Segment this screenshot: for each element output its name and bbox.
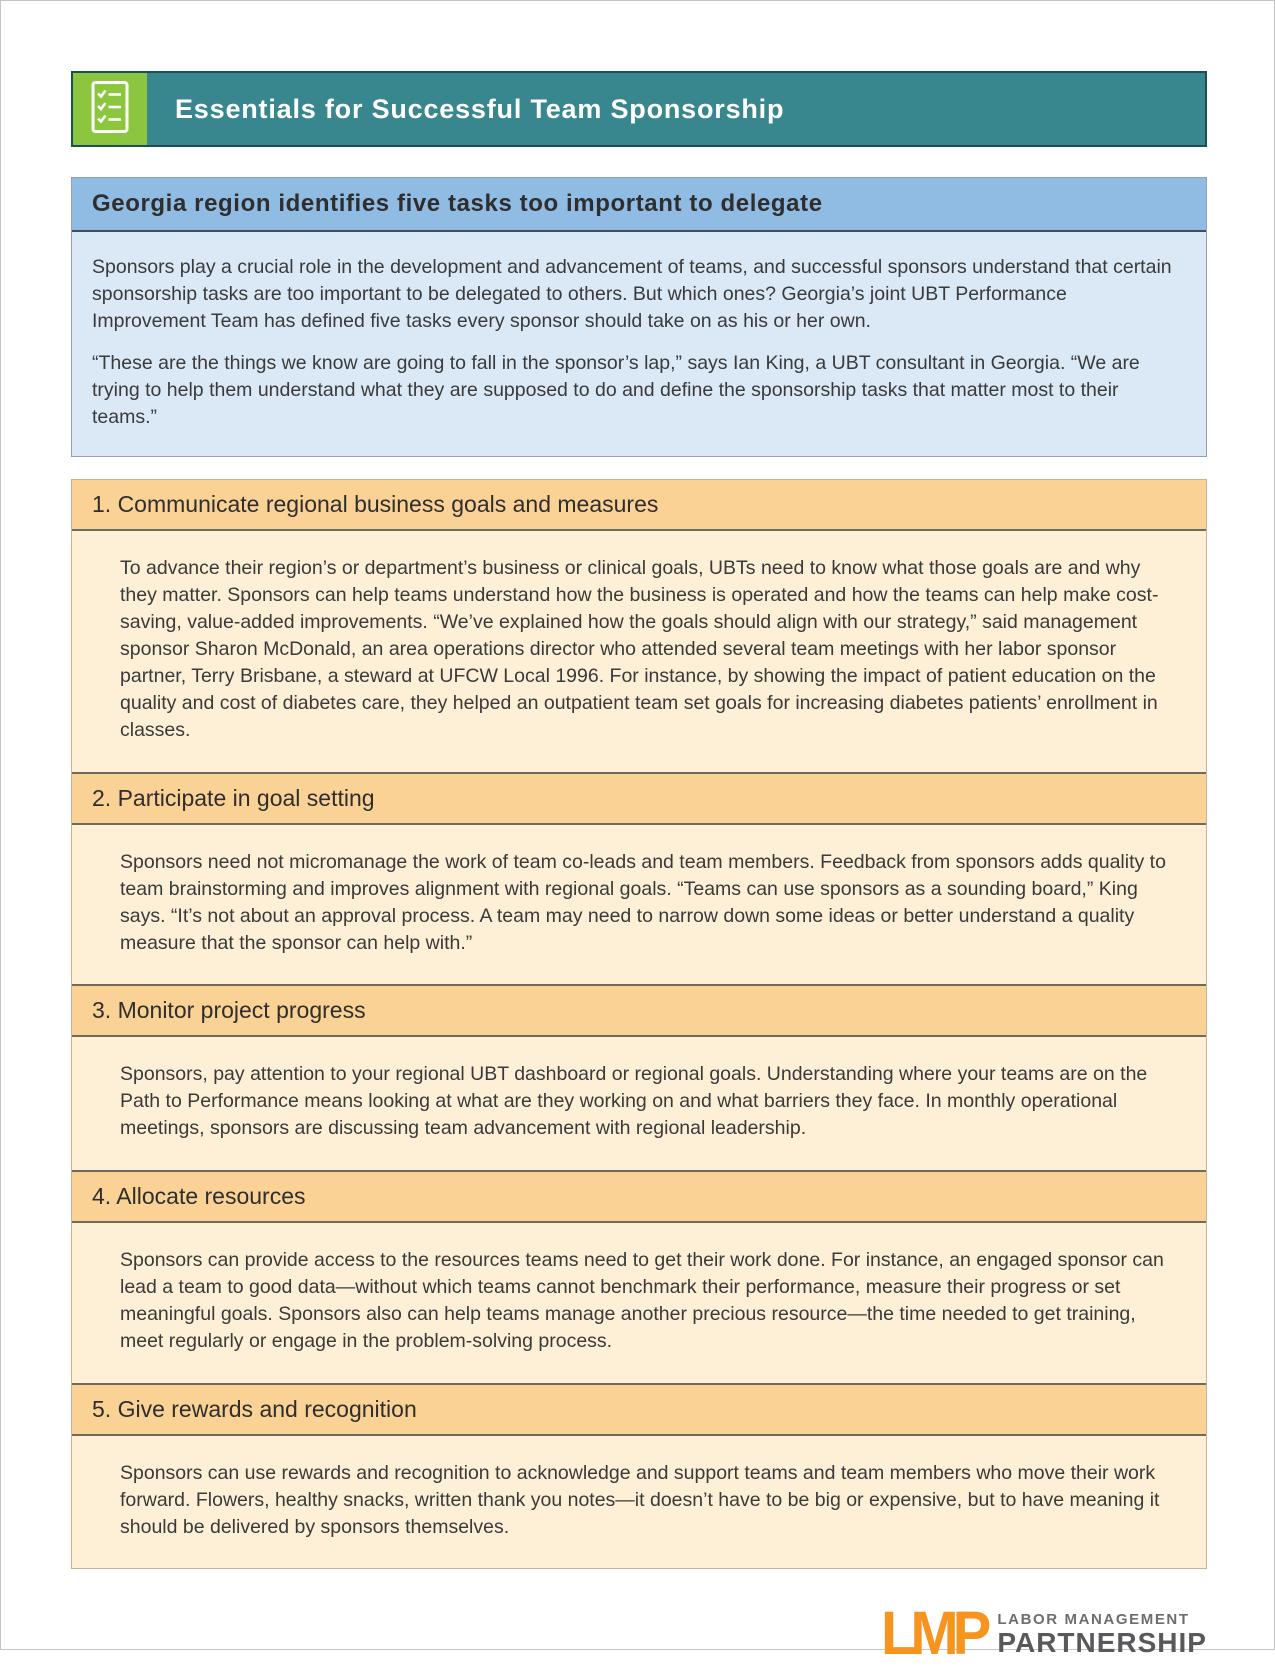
masthead [71,71,1207,147]
section-3-heading: 3. Monitor project progress [72,986,1206,1037]
intro-paragraph-1: Sponsors play a crucial role in the development and advancement of teams, and successful sponsors understand that certain sponsorship tasks are too important to be delegated to others. But which ones? Georgia’s joint UBT Performance Improvement Team has defined five tasks every sponsor should take on as his or her own. [92,256,1172,332]
footer [71,1599,1207,1668]
sections-stack [71,479,1207,1569]
section-5-heading: 5. Give rewards and recognition [72,1385,1206,1436]
section-4-body: Sponsors can provide access to the resources teams need to get their work done. For instance, an engaged sponsor can lead a team to good data—without which teams cannot benchmark their performance, measure their progress or set meaningful goals. Sponsors also can help teams manage another precious resource—the time needed to get training, meet regularly or engage in the problem-solving process. [72,1223,1206,1385]
section-1-heading: 1. Communicate regional business goals and measures [72,480,1206,531]
intro-paragraph-2: “These are the things we know are going to fall in the sponsor’s lap,” says Ian King, a UBT consultant in Georgia. “We are trying to help them understand what they are supposed to do and define the sponsorship tasks that matter most to their teams.” [92,351,1140,428]
labor-management-line: LABOR MANAGEMENT [997,1611,1190,1629]
checklist-icon [90,80,130,139]
page-title: Essentials for Successful Team Sponsorship [175,93,785,124]
intro-card [71,177,1207,457]
partnership-line: PARTNERSHIP [997,1627,1207,1659]
page-content [1,1,1274,1569]
intro-body [72,232,1206,456]
intro-heading: Georgia region identifies five tasks too important to delegate [72,178,1206,232]
section-3-body: Sponsors, pay attention to your regional UBT dashboard or regional goals. Understanding where your teams are on the Path to Performance means looking at what are they working on and what barriers they face. In monthly operational meetings, sponsors are discussing team advancement with regional leadership. [72,1037,1206,1172]
section-2-heading: 2. Participate in goal setting [72,774,1206,825]
lmp-logo-text [997,1611,1207,1657]
lmp-logo-mark: LMP [880,1599,986,1668]
section-4-heading: 4. Allocate resources [72,1172,1206,1223]
masthead-icon-box [73,73,147,145]
section-2-body: Sponsors need not micromanage the work of team co-leads and team members. Feedback from sponsors adds quality to team brainstorming and improves alignment with regional goals. “Teams can use sponsors as a sounding board,” King says. “It’s not about an approval process. A team may need to narrow down some ideas or better understand a quality measure that the sponsor can help with.” [72,825,1206,987]
section-5-body: Sponsors can use rewards and recognition to acknowledge and support teams and team members who move their work forward. Flowers, healthy snacks, written thank you notes—it doesn’t have to be big or expensive, but to have meaning it should be delivered by sponsors themselves. [72,1436,1206,1569]
section-1-body: To advance their region’s or department’s business or clinical goals, UBTs need to know what those goals are and why they matter. Sponsors can help teams understand how the business is operated and how the teams can help make cost-saving, value-added improvements. “We’ve explained how the goals should align with our strategy,” said management sponsor Sharon McDonald, an area operations director who attended several team meetings with her labor sponsor partner, Terry Brisbane, a steward at UFCW Local 1996. For instance, by showing the impact of patient education on the quality and cost of diabetes care, they helped an outpatient team set goals for increasing diabetes patients’ enrollment in classes. [72,531,1206,773]
